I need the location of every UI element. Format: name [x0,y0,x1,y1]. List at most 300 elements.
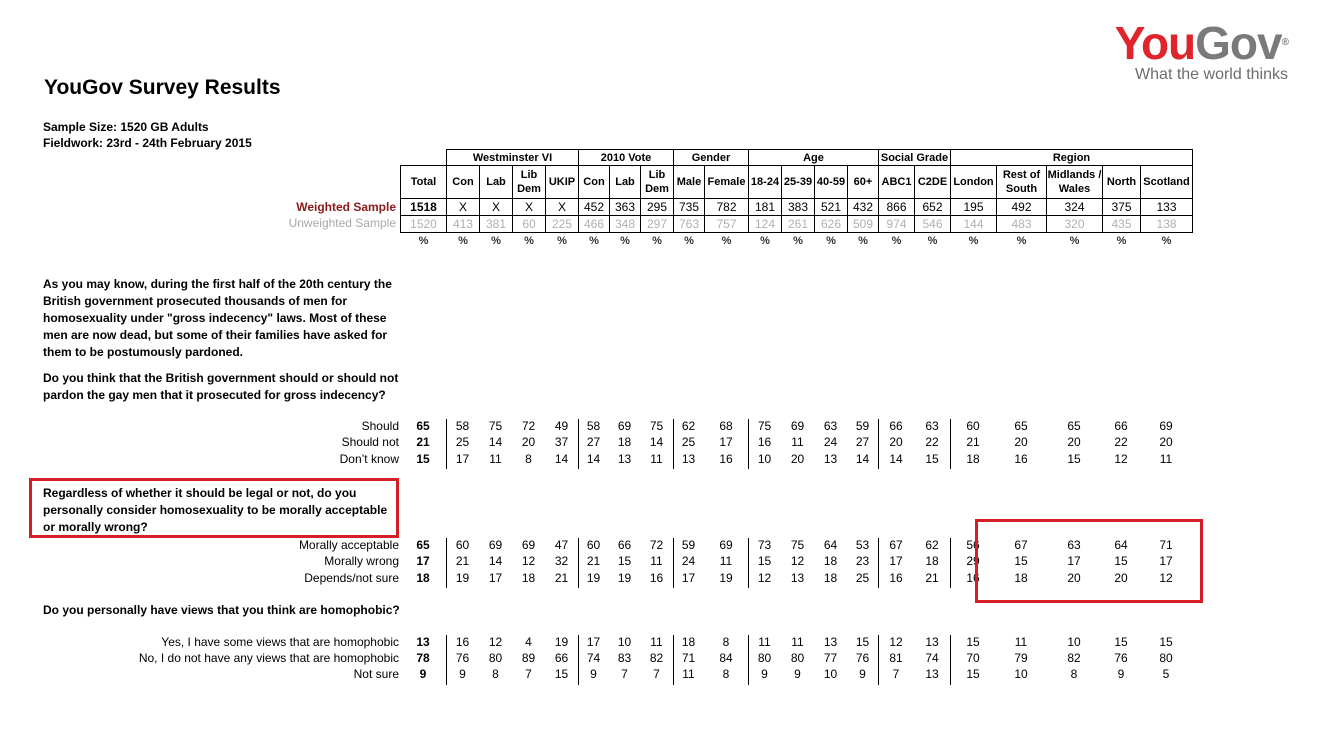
data-cell: 11 [682,667,695,681]
data-cell: 9 [1117,667,1125,681]
data-cell: 17 [586,635,601,649]
group-divider [950,635,951,685]
weighted-cell: X [447,199,480,216]
data-cell: 11 [650,635,663,649]
percent-cell: % [418,235,429,247]
unweighted-cell: 626 [815,216,848,233]
data-cell: 19 [617,571,632,585]
data-cell: 7 [621,667,628,681]
data-cell: 80 [790,651,805,665]
data-cell: 80 [488,651,503,665]
data-cell: 75 [488,419,503,433]
data-cell: 81 [889,651,903,665]
data-cell: 71 [681,651,696,665]
weighted-cell: 324 [1047,199,1103,216]
data-cell: 16 [966,571,980,585]
data-cell: 60 [455,538,470,552]
unweighted-cell: 138 [1141,216,1193,233]
percent-cell: % [1161,235,1172,247]
crosstab-header [400,149,1193,249]
percent-cell: % [927,235,938,247]
percent-cell: % [1116,235,1127,247]
weighted-sample-label: Weighted Sample [296,200,396,214]
data-cell: 16 [649,571,664,585]
weighted-cell: X [480,199,513,216]
data-cell: 62 [681,419,696,433]
question-1: Do you think that the British government should or should not pardon the gay men that it prosecuted for gross indecency? [43,371,399,402]
group-header: 2010 Vote [579,150,674,166]
group-divider [878,635,879,685]
data-cell: 15 [1114,554,1128,568]
data-cell: 66 [554,651,569,665]
percent-cell: % [491,235,501,247]
data-cell: 14 [889,452,903,466]
data-cell: 13 [823,452,838,466]
unweighted-cell: 297 [641,216,674,233]
data-cell: 66 [1114,419,1128,433]
column-header: Scotland [1141,166,1193,199]
table-row [0,635,1324,651]
data-cell: 89 [521,651,536,665]
data-cell: 18 [1014,571,1028,585]
data-cell: 15 [925,452,939,466]
data-cell: 15 [554,667,569,681]
data-cell: 7 [892,667,900,681]
weighted-cell: 492 [997,199,1047,216]
data-cell: 25 [681,435,696,449]
group-divider [578,635,579,685]
group-divider [446,419,447,469]
data-cell: 23 [855,554,870,568]
data-cell: 73 [757,538,772,552]
group-divider [878,538,879,588]
weighted-cell: 375 [1103,199,1141,216]
question-3: Do you personally have views that you think are homophobic? [43,603,400,617]
unweighted-cell: 763 [674,216,705,233]
data-cell: 65 [416,538,430,552]
group-divider [673,538,674,588]
data-cell: 11 [758,635,771,649]
data-cell: 10 [617,635,632,649]
row-label: Morally wrong [324,554,399,568]
data-cell: 17 [488,571,503,585]
column-header: 18-24 [749,166,782,199]
group-divider [950,538,951,588]
data-cell: 20 [1067,571,1081,585]
data-cell: 18 [966,452,980,466]
data-cell: 9 [590,667,597,681]
percent-cell: % [760,235,770,247]
data-cell: 12 [488,635,503,649]
weighted-cell: 383 [782,199,815,216]
data-cell: 21 [925,571,939,585]
data-cell: 27 [855,435,870,449]
group-divider [878,419,879,469]
data-cell: 10 [1067,635,1081,649]
data-cell: 75 [790,538,805,552]
data-cell: 72 [521,419,536,433]
group-divider [673,635,674,685]
row-label: Morally acceptable [298,538,399,552]
data-cell: 18 [823,571,838,585]
data-cell: 15 [757,554,772,568]
data-cell: 72 [649,538,664,552]
data-cell: 14 [586,452,601,466]
data-cell: 75 [757,419,772,433]
data-cell: 63 [823,419,838,433]
data-cell: 11 [791,435,804,449]
data-cell: 16 [757,435,772,449]
data-cell: 76 [455,651,470,665]
column-header: C2DE [915,166,951,199]
column-header: UKIP [546,166,579,199]
data-cell: 53 [855,538,870,552]
weighted-cell: X [513,199,546,216]
data-cell: 69 [521,538,536,552]
data-cell: 9 [859,667,866,681]
data-cell: 20 [1067,435,1081,449]
weighted-cell: 782 [705,199,749,216]
percent-cell: % [891,235,902,247]
group-divider [446,538,447,588]
data-cell: 11 [1014,635,1028,649]
group-divider [748,538,749,588]
data-cell: 17 [416,554,430,568]
data-cell: 20 [1014,435,1028,449]
data-cell: 20 [1159,435,1173,449]
data-cell: 65 [1014,419,1028,433]
data-cell: 7 [653,667,660,681]
percent-cell: % [1016,235,1027,247]
unweighted-cell: 974 [879,216,915,233]
data-cell: 13 [823,635,838,649]
intro-text: As you may know, during the first half of the 20th century the British government prosecuted thousands of men for homosexuality under "gross indecency" laws. Most of these men are now dead, but some of their families have asked for them to be postumously pardoned. [43,277,392,359]
unweighted-cell: 509 [848,216,879,233]
percent-cell: % [858,235,868,247]
logo-you: You [1114,17,1196,69]
weighted-cell: 1518 [401,199,447,216]
data-cell: 19 [554,635,569,649]
data-cell: 21 [455,554,470,568]
data-cell: 15 [1159,635,1173,649]
data-cell: 84 [719,651,733,665]
data-cell: 14 [649,435,664,449]
data-cell: 17 [681,571,696,585]
unweighted-cell: 466 [579,216,610,233]
column-header: Male [674,166,705,199]
data-cell: 47 [554,538,569,552]
data-cell: 21 [966,435,980,449]
data-cell: 80 [1159,651,1173,665]
data-cell: 13 [790,571,805,585]
group-header: Gender [674,150,749,166]
data-cell: 62 [925,538,939,552]
unweighted-cell: 124 [749,216,782,233]
weighted-cell: 866 [879,199,915,216]
data-cell: 80 [757,651,772,665]
unweighted-sample-label: Unweighted Sample [288,216,396,230]
percent-cell: % [968,235,979,247]
column-header: London [951,166,997,199]
percent-cell: % [721,235,732,247]
row-label: Not sure [353,667,399,681]
data-cell: 8 [722,635,730,649]
column-header: ABC1 [879,166,915,199]
data-cell: 12 [790,554,805,568]
data-cell: 10 [757,452,772,466]
unweighted-cell: 757 [705,216,749,233]
percent-cell: % [524,235,534,247]
data-cell: 78 [416,651,430,665]
group-header: Region [951,150,1193,166]
percent-cell: % [652,235,662,247]
data-cell: 60 [586,538,601,552]
data-cell: 66 [617,538,632,552]
row-label: Should [361,419,399,433]
data-cell: 68 [719,419,733,433]
data-cell: 8 [722,667,730,681]
data-cell: 15 [1067,452,1081,466]
data-cell: 63 [1067,538,1081,552]
group-header: Social Grade [879,150,951,166]
data-cell: 18 [416,571,430,585]
data-cell: 15 [966,667,980,681]
data-cell: 49 [554,419,569,433]
data-cell: 37 [554,435,569,449]
data-cell: 10 [823,667,838,681]
data-cell: 17 [889,554,903,568]
column-header: 60+ [848,166,879,199]
row-label: Depends/not sure [304,571,399,585]
data-cell: 12 [1114,452,1128,466]
data-cell: 25 [455,435,470,449]
sample-size: Sample Size: 1520 GB Adults [43,120,209,134]
unweighted-cell: 413 [447,216,480,233]
yougov-logo [1114,17,1288,84]
data-cell: 10 [1014,667,1028,681]
data-cell: 16 [889,571,903,585]
percent-cell: % [620,235,630,247]
data-cell: 82 [1067,651,1081,665]
data-cell: 58 [586,419,601,433]
column-header: Con [579,166,610,199]
weighted-cell: 181 [749,199,782,216]
group-divider [578,538,579,588]
data-cell: 13 [416,635,430,649]
data-cell: 60 [966,419,980,433]
data-cell: 22 [1114,435,1128,449]
row-label: No, I do not have any views that are homophobic [138,651,399,665]
data-cell: 69 [1159,419,1173,433]
group-divider [673,419,674,469]
unweighted-cell: 320 [1047,216,1103,233]
group-divider [578,419,579,469]
unweighted-cell: 348 [610,216,641,233]
data-cell: 64 [823,538,838,552]
column-header: Rest of South [997,166,1047,199]
data-cell: 18 [521,571,536,585]
unweighted-cell: 483 [997,216,1047,233]
data-cell: 14 [554,452,569,466]
data-cell: 5 [1162,667,1170,681]
weighted-cell: 363 [610,199,641,216]
weighted-cell: 521 [815,199,848,216]
data-cell: 17 [1159,554,1173,568]
data-cell: 17 [1067,554,1081,568]
unweighted-cell: 261 [782,216,815,233]
data-cell: 25 [855,571,870,585]
table-row [0,435,1324,451]
data-cell: 79 [1014,651,1028,665]
data-cell: 9 [761,667,768,681]
data-cell: 18 [925,554,939,568]
data-cell: 69 [790,419,805,433]
weighted-cell: 735 [674,199,705,216]
data-cell: 59 [681,538,696,552]
data-cell: 83 [617,651,632,665]
column-header: Con [447,166,480,199]
data-cell: 14 [855,452,870,466]
data-cell: 18 [681,635,696,649]
data-cell: 19 [719,571,733,585]
data-cell: 13 [925,635,939,649]
data-cell: 8 [1070,667,1078,681]
data-cell: 11 [650,452,663,466]
row-label: Yes, I have some views that are homophobic [161,635,399,649]
row-label: Don’t know [339,452,399,466]
data-cell: 19 [455,571,470,585]
data-cell: 9 [459,667,466,681]
table-row [0,419,1324,435]
data-cell: 17 [719,435,733,449]
data-cell: 27 [586,435,601,449]
unweighted-cell: 144 [951,216,997,233]
weighted-cell: 452 [579,199,610,216]
weighted-cell: 295 [641,199,674,216]
data-cell: 15 [1014,554,1028,568]
column-header: Lib Dem [513,166,546,199]
data-cell: 20 [889,435,903,449]
data-cell: 76 [1114,651,1128,665]
unweighted-cell: 1520 [401,216,447,233]
column-header: Lib Dem [641,166,674,199]
data-cell: 21 [586,554,601,568]
group-divider [446,635,447,685]
percent-cell: % [557,235,567,247]
data-cell: 69 [488,538,503,552]
data-cell: 24 [823,435,838,449]
data-cell: 16 [1014,452,1028,466]
data-cell: 22 [925,435,939,449]
page-title: YouGov Survey Results [44,76,281,99]
percent-cell: % [684,235,694,247]
data-cell: 21 [416,435,430,449]
data-cell: 12 [1159,571,1173,585]
fieldwork-dates: Fieldwork: 23rd - 24th February 2015 [43,136,252,150]
data-cell: 14 [488,435,503,449]
data-cell: 71 [1159,538,1173,552]
data-cell: 15 [855,635,870,649]
group-divider [748,635,749,685]
row-label: Should not [341,435,399,449]
data-cell: 11 [791,635,804,649]
group-divider [950,419,951,469]
logo-tagline: What the world thinks [1135,66,1288,83]
unweighted-cell: 60 [513,216,546,233]
data-cell: 13 [681,452,696,466]
data-cell: 8 [492,667,499,681]
column-header: 25-39 [782,166,815,199]
data-cell: 18 [617,435,632,449]
data-cell: 20 [790,452,805,466]
group-divider [748,419,749,469]
data-cell: 65 [1067,419,1081,433]
data-cell: 12 [521,554,536,568]
data-cell: 69 [617,419,632,433]
column-header: 40-59 [815,166,848,199]
data-cell: 63 [925,419,939,433]
data-cell: 21 [554,571,569,585]
question-2: Regardless of whether it should be legal or not, do you personally consider homosexuality to be morally acceptable or morally wrong? [43,486,388,534]
data-cell: 18 [823,554,838,568]
data-cell: 12 [889,635,903,649]
weighted-cell: 652 [915,199,951,216]
data-cell: 17 [455,452,470,466]
data-cell: 15 [1114,635,1128,649]
group-header: Age [749,150,879,166]
data-cell: 70 [966,651,980,665]
data-cell: 58 [455,419,470,433]
column-header: Female [705,166,749,199]
column-header: Midlands / Wales [1047,166,1103,199]
data-cell: 65 [416,419,430,433]
data-cell: 4 [525,635,532,649]
data-cell: 15 [617,554,632,568]
data-cell: 16 [719,452,733,466]
data-cell: 66 [889,419,903,433]
logo-reg: ® [1281,37,1288,48]
data-cell: 7 [525,667,532,681]
percent-cell: % [458,235,468,247]
unweighted-cell: 546 [915,216,951,233]
table-row [0,452,1324,468]
data-cell: 24 [681,554,696,568]
group-header: Westminster VI [447,150,579,166]
percent-cell: % [826,235,836,247]
data-cell: 11 [489,452,502,466]
column-header: Lab [610,166,641,199]
data-cell: 14 [488,554,503,568]
percent-cell: % [1069,235,1080,247]
data-cell: 13 [925,667,939,681]
data-cell: 16 [455,635,470,649]
data-cell: 59 [855,419,870,433]
weighted-cell: 432 [848,199,879,216]
group-header [401,150,447,166]
table-row [0,667,1324,683]
weighted-cell: 195 [951,199,997,216]
highlight-question-box [29,478,399,538]
data-cell: 75 [649,419,664,433]
data-cell: 67 [1014,538,1028,552]
percent-cell: % [793,235,803,247]
data-cell: 19 [586,571,601,585]
weighted-cell: X [546,199,579,216]
weighted-cell: 133 [1141,199,1193,216]
data-cell: 64 [1114,538,1128,552]
data-cell: 11 [1159,452,1173,466]
unweighted-cell: 225 [546,216,579,233]
